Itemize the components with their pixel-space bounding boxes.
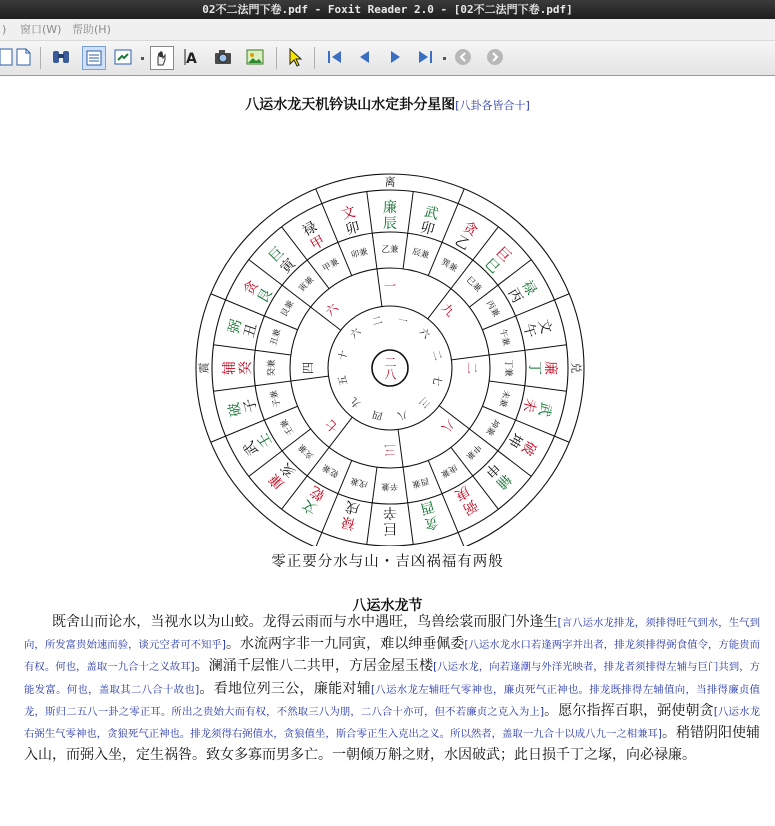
star-label: 廉 — [266, 470, 288, 492]
toolbar-separator — [314, 47, 315, 69]
gua-number-label: 八 — [438, 416, 458, 436]
toolbar-dropdown-dot[interactable] — [141, 57, 144, 60]
jian-label: 癸兼 — [267, 359, 277, 377]
gua-number-label: 六 — [322, 300, 342, 320]
last-page-icon[interactable] — [414, 46, 436, 68]
inner-number-label: 三 — [416, 394, 432, 410]
mountain-label: 申 — [481, 459, 503, 481]
inner-number-label: 二 — [429, 349, 443, 362]
mountain-label: 艮 — [254, 285, 276, 307]
jian-label: 辰兼 — [411, 246, 431, 262]
sector-divider — [458, 189, 464, 204]
mountain-label: 坤 — [504, 429, 526, 451]
star-label: 廉 — [383, 200, 397, 216]
star-label: 禄 — [518, 277, 539, 299]
mountain-label: 乙 — [451, 232, 473, 254]
toolbar-separator — [276, 47, 277, 69]
toolbar-separator — [40, 47, 41, 69]
go-forward-icon[interactable] — [484, 46, 506, 68]
toolbar — [0, 41, 775, 76]
star-label: 武 — [241, 437, 262, 459]
star-label: 巨 — [383, 520, 397, 536]
gua-number-label: 七 — [322, 416, 342, 436]
go-back-icon[interactable] — [452, 46, 474, 68]
inner-number-label: 一 — [396, 315, 409, 329]
star-label: 巨 — [492, 244, 514, 266]
svg-text:A: A — [186, 51, 197, 67]
jian-label: 亥兼 — [297, 441, 317, 461]
menu-item-partial[interactable]: ) — [2, 23, 7, 36]
toolbar-dropdown-dot[interactable] — [443, 57, 446, 60]
trigram-label: 离 — [384, 175, 396, 189]
document-page[interactable] — [0, 76, 775, 826]
diagram-title — [0, 94, 775, 114]
jian-label: 乙兼 — [381, 245, 399, 255]
jian-label: 艮兼 — [279, 299, 297, 319]
star-label: 禄 — [299, 219, 321, 240]
trigram-label: 震 — [197, 362, 211, 374]
sector-divider — [211, 294, 226, 300]
mountain-label: 丑 — [241, 321, 261, 340]
mountain-label: 丙 — [504, 285, 526, 307]
sector-divider — [211, 436, 226, 442]
mountain-label: 寅 — [277, 255, 299, 277]
blank-page-icon[interactable] — [12, 46, 34, 68]
menu-bar — [0, 19, 775, 41]
image-tool-icon[interactable] — [244, 46, 266, 68]
star-label: 巨 — [266, 244, 288, 266]
jian-label: 巽兼 — [439, 257, 459, 275]
star-label: 文 — [535, 317, 555, 336]
body-text: 。看地位列三公，廉能对辅 — [199, 680, 372, 697]
inner-number-label: 十 — [337, 349, 351, 362]
jian-label: 酉兼 — [411, 474, 431, 490]
gua-number-label: 二 — [465, 361, 479, 375]
star-label: 贪 — [422, 513, 441, 533]
inner-number-label: 五 — [337, 374, 351, 387]
sector-divider — [316, 189, 322, 204]
star-label: 弼 — [225, 317, 245, 336]
mountain-label: 丁 — [526, 361, 542, 375]
center-label: 二八 — [383, 356, 397, 380]
body-text: 。澜涌千层惟八二共甲，方居金屋玉楼 — [194, 658, 434, 675]
mountain-label: 戌 — [343, 497, 362, 517]
gua-number-label: 一 — [383, 279, 397, 293]
diagram-title-note: [八卦各皆合十] — [455, 99, 530, 112]
annotation-note: [八运水龙，向若逢潮与外洋光映者，排龙者须排得左辅与巨门共到，方能发富。何也，盖取其二八合十故也] — [24, 661, 760, 696]
annotation-note: [八运水龙左辅旺气零神也，廉贞死气正神也。排龙既排得左辅值向，当排得廉贞值龙，斯归二五八一卦之零正耳。所出之贵始大而有权，不然取三八为朋，二八合十亦可，但不若廉贞之克入为上] — [24, 683, 760, 718]
select-arrow-icon[interactable] — [284, 46, 306, 68]
jian-label: 庚兼 — [439, 461, 459, 479]
annotation-note: [言八运水龙排龙，须排得旺气到水，生气到向，所发富贵始速而验，谈元空者可不知乎] — [24, 617, 760, 652]
sector-divider — [367, 467, 377, 544]
menu-item-help[interactable]: 帮助(H) — [72, 23, 111, 36]
trigram-label: 兑 — [569, 362, 583, 374]
mountain-label: 辛 — [383, 504, 397, 520]
jian-label: 戌兼 — [349, 474, 369, 490]
sector-divider — [398, 429, 413, 544]
mountain-label: 午 — [519, 321, 539, 340]
section-title: 八运水龙节 — [352, 598, 423, 614]
jian-label: 甲兼 — [321, 257, 341, 275]
annotation-note: [八运水龙右弼生气零神也，贪狼死气正神也。排龙须得右弼值水，贪狼值坐，斯合零正生入克出之义。所以然者，盖取一九合十以成八九一之相兼耳] — [24, 705, 760, 741]
jian-label: 子兼 — [268, 389, 284, 409]
hand-tool-icon[interactable] — [150, 46, 174, 70]
gua-number-label: 四 — [301, 361, 315, 375]
gua-number-label: 三 — [383, 443, 397, 457]
zoom-view-icon[interactable] — [112, 46, 134, 68]
sector-divider — [489, 381, 566, 391]
star-label: 破 — [518, 437, 539, 459]
sector-divider — [367, 192, 382, 307]
window-title: 02不二法門下卷.pdf - Foxit Reader 2.0 - [02不二法門下卷.pdf] — [202, 3, 573, 16]
jian-label: 壬兼 — [279, 417, 297, 437]
mountain-label: 酉 — [418, 497, 437, 517]
diagram-caption: 零正要分水与山・吉凶祸福有两般 — [271, 554, 504, 570]
body-text: 。水流两字非一九同寅，难以绅垂佩委 — [225, 636, 465, 653]
jian-label: 巳兼 — [463, 275, 483, 295]
mountain-label: 巳 — [481, 255, 503, 277]
star-label: 辅 — [222, 361, 238, 375]
jian-label: 午兼 — [496, 327, 512, 347]
gua-number-label: 九 — [438, 300, 458, 320]
mountain-label: 辰 — [383, 216, 397, 232]
inner-number-label: 九 — [348, 394, 364, 410]
inner-number-label: 二 — [371, 315, 384, 329]
mountain-label: 卯 — [418, 219, 437, 239]
next-page-icon[interactable] — [384, 46, 406, 68]
star-label: 文 — [339, 203, 358, 223]
mountain-label: 卯 — [343, 219, 362, 239]
jian-label: 丑兼 — [268, 327, 284, 347]
jian-label: 寅兼 — [297, 275, 317, 295]
star-label: 贪 — [459, 219, 481, 240]
star-label: 武 — [535, 400, 555, 419]
text-select-icon[interactable] — [182, 46, 204, 68]
find-binoculars-icon[interactable] — [50, 46, 72, 68]
sector-divider — [316, 532, 322, 546]
window-title-bar — [0, 0, 775, 19]
mountain-label: 亥 — [277, 459, 299, 481]
star-label: 廉 — [542, 361, 558, 375]
jian-label: 丙兼 — [483, 299, 501, 319]
sector-divider — [554, 436, 569, 442]
star-label: 弼 — [459, 496, 481, 517]
star-label: 禄 — [339, 513, 358, 533]
jian-label: 坤兼 — [483, 417, 501, 437]
body-text: 。愿尔指挥百职，弼使朝贪 — [544, 702, 714, 719]
sector-divider — [451, 345, 566, 360]
inner-number-label: 六 — [348, 326, 364, 342]
snapshot-icon[interactable] — [212, 46, 234, 68]
sector-divider — [214, 345, 291, 355]
mountain-label: 壬 — [254, 429, 276, 451]
diagram-title-text: 八运水龙天机钤诀山水定卦分星图 — [245, 97, 456, 113]
mountain-label: 甲 — [307, 232, 329, 254]
star-label: 贪 — [241, 277, 262, 299]
star-label: 武 — [422, 203, 441, 223]
star-label: 文 — [299, 496, 321, 517]
body-paragraph — [24, 612, 760, 766]
mountain-label: 庚 — [451, 482, 473, 504]
jian-label: 未兼 — [496, 389, 512, 409]
sector-divider — [458, 532, 464, 546]
star-label: 辅 — [492, 470, 514, 492]
inner-number-label: 八 — [396, 407, 409, 421]
inner-number-label: 六 — [416, 326, 432, 342]
jian-label: 辛兼 — [381, 481, 399, 491]
body-text: 既舍山而论水，当视水以为山蛟。龙得云雨而与水中遇旺，鸟兽绘裳而服门外逢生 — [52, 614, 558, 630]
mountain-label: 未 — [519, 396, 539, 415]
feng-shui-wheel-diagram — [183, 116, 597, 546]
sector-divider — [554, 294, 569, 300]
previous-page-icon[interactable] — [354, 46, 376, 68]
star-label: 破 — [225, 400, 245, 419]
jian-label: 乾兼 — [321, 461, 341, 479]
sector-divider — [403, 192, 413, 269]
jian-label: 卯兼 — [349, 246, 369, 262]
mountain-label: 乾 — [307, 482, 329, 504]
jian-label: 申兼 — [463, 441, 483, 461]
first-page-icon[interactable] — [324, 46, 346, 68]
mountain-label: 子 — [241, 396, 261, 415]
menu-item-window[interactable]: 窗口(W) — [20, 23, 62, 36]
inner-number-label: 四 — [371, 407, 384, 421]
mountain-label: 癸 — [238, 361, 254, 375]
annotation-note: [八运水龙水口若逢两字并出者，排龙须排得弼食值令，方能贵而有权。何也，盖取一九合十之义故耳] — [24, 639, 760, 674]
jian-label: 丁兼 — [503, 359, 513, 377]
continuous-view-icon[interactable] — [82, 46, 106, 70]
inner-number-label: 七 — [429, 374, 443, 387]
body-text: 。稍错阴阳使辅入山，而弼入坐，定生祸咎。致女多寡而男多亡。一朝倾万斛之财，水因破武；此日损千丁之塚，向必禄廉。 — [24, 725, 760, 764]
sector-divider — [214, 376, 329, 391]
